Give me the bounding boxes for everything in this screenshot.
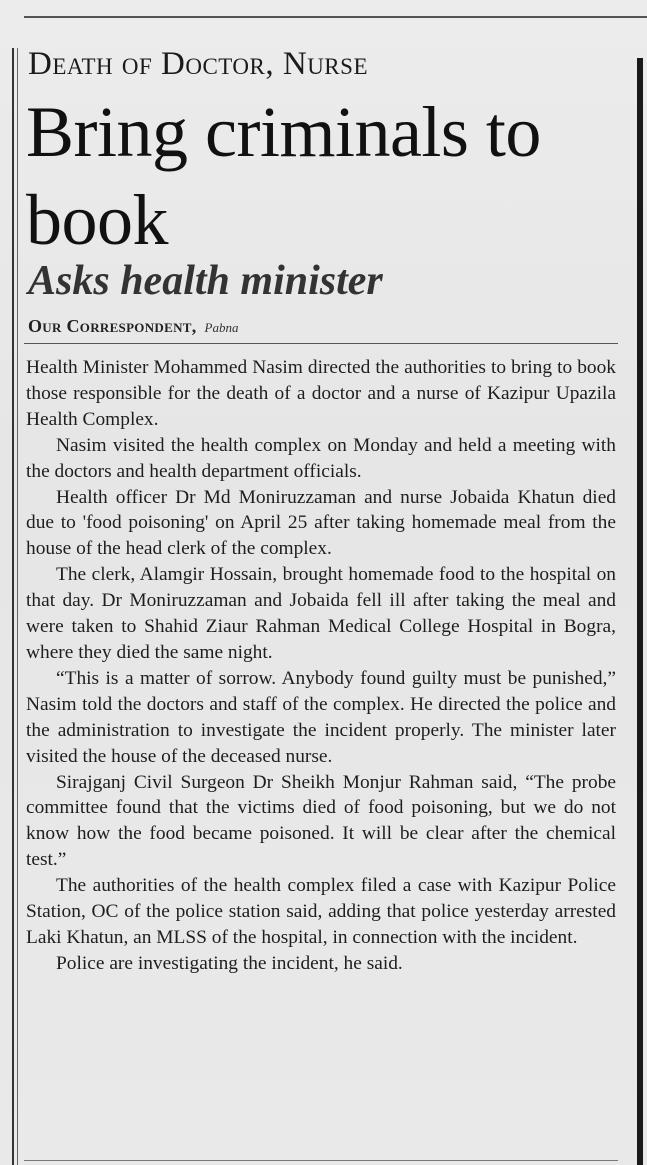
top-rule [24,16,647,18]
byline-place: Pabna [204,320,239,335]
paragraph: Police are investigating the incident, he said. [56,952,403,974]
bottom-rule [24,1160,618,1161]
article-byline [28,314,238,340]
paragraph: Nasim visited the health complex on Monday and held a meeting with the doctors and health department officials. [26,434,616,482]
paragraph: The authorities of the health complex filed a case with Kazipur Police Station, OC of the police station said, adding that police yesterday arrested Laki Khatun, an MLSS of the hospital, in connection with the incident. [26,875,616,948]
paragraph: “This is a matter of sorrow. Anybody found guilty must be punished,” Nasim told the doctors and staff of the complex. He directed the police and the administration to investigate the incident properly. The minister later visited the house of the deceased nurse. [26,667,616,767]
right-column-rule [637,58,643,1165]
article-subhead: Asks health minister [28,258,383,304]
byline-author: Our Correspondent, [28,316,197,336]
left-column-rule-inner [17,48,18,1165]
article-kicker: Death of Doctor, Nurse [28,46,368,82]
byline-rule [24,343,618,344]
article-body [26,355,616,977]
paragraph: Health officer Dr Md Moniruzzaman and nurse Jobaida Khatun died due to 'food poisoning' on April 25 after taking homemade meal from the house of the head clerk of the complex. [26,486,616,560]
paragraph: Health Minister Mohammed Nasim directed the authorities to bring to book those responsible for the death of a doctor and a nurse of Kazipur Upazila Health Complex. [26,357,616,430]
article-headline: Bring criminals to book [26,92,541,260]
left-column-rule [12,48,14,1165]
paragraph: Sirajganj Civil Surgeon Dr Sheikh Monjur Rahman said, “The probe committee found that the victims died of food poisoning, but we do not know how the food became poisoned. It will be clear after the chemical test.” [26,771,616,871]
paragraph: The clerk, Alamgir Hossain, brought homemade food to the hospital on that day. Dr Moniruzzaman and Jobaida fell ill after taking the meal and were taken to Shahid Ziaur Rahman Medical College Hospital in Bogra, where they died the same night. [26,564,616,663]
